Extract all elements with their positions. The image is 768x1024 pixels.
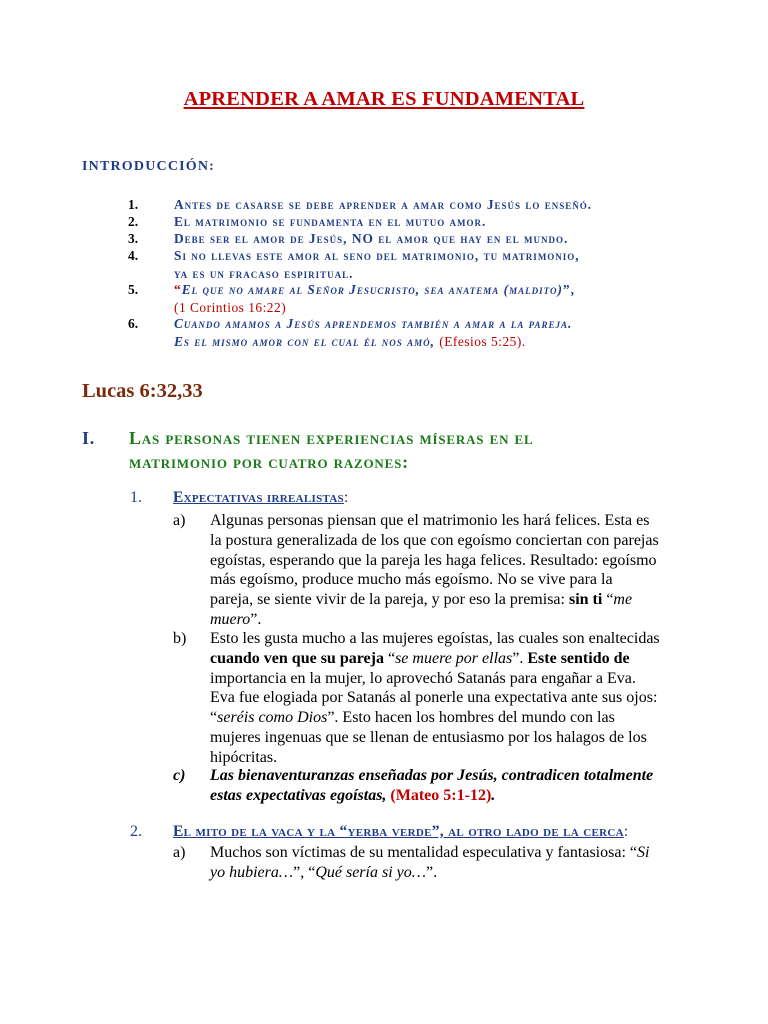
bible-reference: (1 Corintios 16:22) xyxy=(174,300,287,315)
intro-item-3 xyxy=(128,230,728,248)
point-number: 1. xyxy=(130,489,142,506)
quote-mark: “ xyxy=(174,282,182,297)
intro-item-text: Antes de casarse se debe aprender a amar como Jesús lo enseñó. xyxy=(174,197,593,212)
intro-line: Si no llevas este amor al seno del matrimonio, tu matrimonio, xyxy=(174,248,580,263)
document-title: APRENDER A AMAR ES FUNDAMENTAL xyxy=(183,88,585,110)
intro-item-number: 2. xyxy=(128,214,139,229)
intro-item-4 xyxy=(128,247,728,283)
italic-text: Qué sería si yo… xyxy=(315,863,426,881)
text-line: Muchos son víctimas de su mentalidad especulativa y fantasiosa: “ xyxy=(210,844,637,861)
quote-mark: ”, “ xyxy=(293,863,316,881)
quote-mark: “ xyxy=(383,649,396,667)
quote-mark: ”. xyxy=(512,649,528,667)
text-line: mujeres ingenuas que se llenan de entusiasmo por los halagos de los xyxy=(210,728,647,746)
text-line: ”. Esto hacen los hombres del mundo con las xyxy=(327,709,615,727)
paragraph-1c xyxy=(210,766,725,806)
emphasis: cuando ven que su pareja xyxy=(210,649,384,667)
text-line: estas expectativas egoístas, xyxy=(210,786,391,804)
point-number: 2. xyxy=(130,823,142,840)
paragraph-letter: b) xyxy=(173,630,187,647)
intro-item-text: El matrimonio se fundamenta en el mutuo amor. xyxy=(174,214,487,229)
text-line: Algunas personas piensan que el matrimonio les hará felices. Esta es xyxy=(210,512,650,529)
point-heading xyxy=(173,489,349,507)
intro-item-text xyxy=(174,315,734,351)
paragraph-1b xyxy=(210,629,725,768)
quote-mark: ”, xyxy=(562,282,575,297)
intro-item-text xyxy=(174,247,734,283)
text-line: Eva fue elogiada por Satanás al ponerle una expectativa ante sus ojos: xyxy=(210,689,658,707)
colon: : xyxy=(343,489,349,506)
italic-text: se muere por ellas xyxy=(395,649,513,667)
intro-item-number: 6. xyxy=(128,316,139,331)
paragraph-letter: c) xyxy=(173,767,186,784)
intro-item-1 xyxy=(128,196,728,214)
colon: : xyxy=(623,823,629,840)
section-heading xyxy=(82,426,722,476)
italic-text: seréis como Dios xyxy=(217,709,328,727)
italic-text: muero xyxy=(210,610,251,628)
intro-item-text xyxy=(174,230,734,248)
section-title xyxy=(129,426,729,474)
intro-heading: INTRODUCCIÓN: xyxy=(82,159,216,174)
text-line: hipócritas. xyxy=(210,748,278,766)
scripture-heading: Lucas 6:32,33 xyxy=(82,380,203,402)
bible-reference: (Mateo 5:1-12) xyxy=(390,786,492,804)
intro-item-6 xyxy=(128,315,728,351)
intro-item-text xyxy=(174,281,734,317)
text-line: la postura generalizada de los que con egoísmo conciertan con parejas xyxy=(210,531,659,549)
intro-quote: El que no amare al Señor Jesucristo, sea anatema (maldito) xyxy=(181,282,563,297)
intro-emphasis-no: NO xyxy=(351,231,374,246)
intro-text-part: Debe ser el amor de Jesús, xyxy=(174,231,352,246)
section-number: I. xyxy=(82,428,96,448)
text-line: egoístas, esperando que la pareja les haga felices. Resultado: egoísmo xyxy=(210,551,657,569)
italic-text: Si xyxy=(637,844,650,861)
emphasis: sin ti xyxy=(568,591,603,609)
text-line: Esto les gusta mucho a las mujeres egoístas, las cuales son enaltecidas xyxy=(210,630,660,647)
text-line: pareja, se siente vivir de la pareja, y por eso la premisa: xyxy=(210,591,569,609)
intro-item-2 xyxy=(128,213,728,231)
quote-mark: “ xyxy=(210,709,218,727)
quote-mark: ”. xyxy=(250,610,262,628)
text-line: más egoísmo, produce mucho más egoísmo. No se vive para la xyxy=(210,571,613,589)
paragraph-letter: a) xyxy=(173,512,186,529)
paragraph-2a xyxy=(210,843,725,883)
text-line: importancia en la mujer, lo aprovechó Satanás para engañar a Eva. xyxy=(210,669,636,687)
intro-line: ya es un fracaso espiritual. xyxy=(174,266,354,281)
section-line: matrimonio por cuatro razones: xyxy=(129,452,409,472)
point-heading-text: Expectativas irrealistas xyxy=(173,489,344,506)
text-line: Las bienaventuranzas enseñadas por Jesús, contradicen totalmente xyxy=(210,767,654,784)
point-heading-text: El mito de la vaca y la “yerba verde”, al otro lado de la cerca xyxy=(173,823,624,840)
quote-mark: “ xyxy=(602,591,614,609)
intro-line: Es el mismo amor con el cual él nos amó, xyxy=(174,334,440,349)
italic-text: me xyxy=(613,591,633,609)
punctuation: . xyxy=(491,786,496,804)
intro-item-number: 5. xyxy=(128,282,139,297)
intro-item-number: 1. xyxy=(128,197,139,212)
intro-line: Cuando amamos a Jesús aprendemos también a amar a la pareja. xyxy=(174,316,573,331)
emphasis: Este sentido de xyxy=(527,649,630,667)
paragraph-letter: a) xyxy=(173,844,186,861)
section-line: Las personas tienen experiencias míseras en el xyxy=(129,428,534,448)
intro-item-number: 3. xyxy=(128,231,139,246)
quote-mark: ”. xyxy=(425,863,438,881)
intro-item-number: 4. xyxy=(128,248,139,263)
bible-reference: (Efesios 5:25). xyxy=(439,334,526,349)
italic-text: yo hubiera… xyxy=(210,863,294,881)
point-heading xyxy=(173,823,628,841)
paragraph-1a xyxy=(210,511,725,630)
intro-text-part: el amor que hay en el mundo. xyxy=(373,231,569,246)
intro-item-5 xyxy=(128,281,728,317)
